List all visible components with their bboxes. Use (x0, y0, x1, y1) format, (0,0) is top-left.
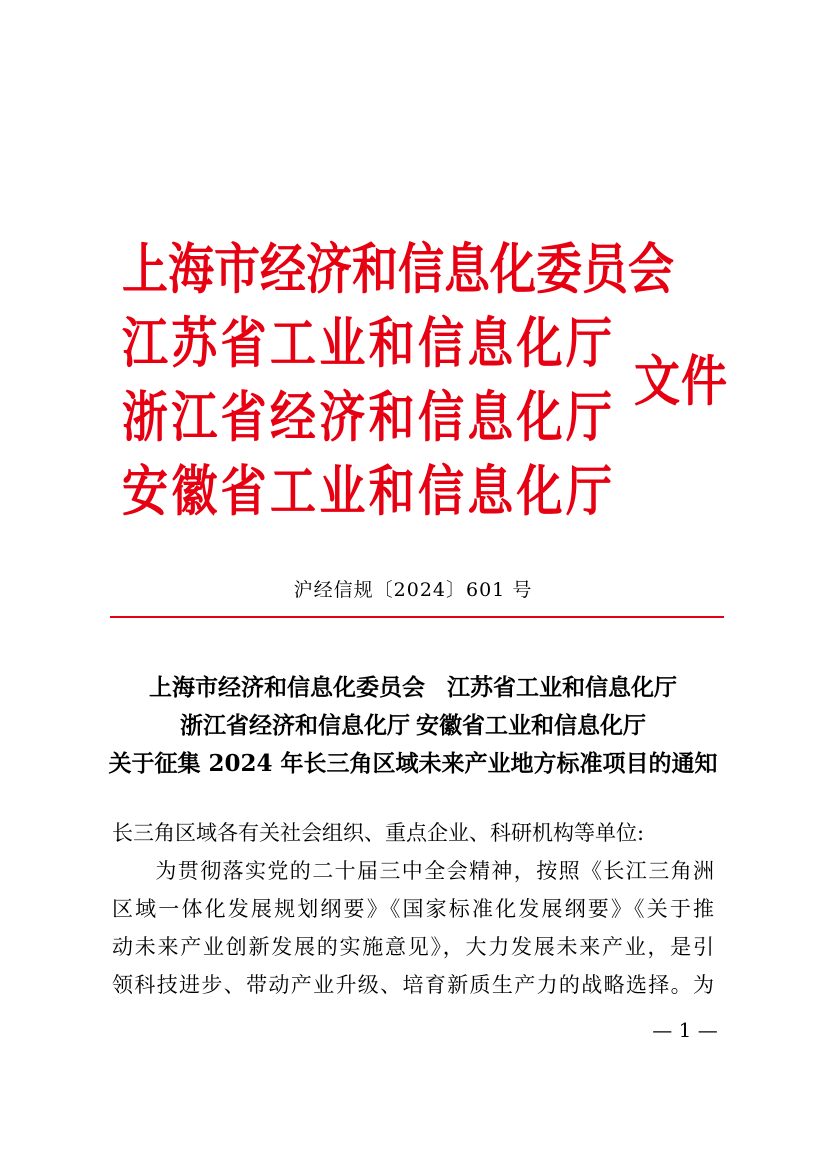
agency-char: 江 (171, 385, 218, 449)
title-line-3: 关于征集 2024 年长三角区域未来产业地方标准项目的通知 (108, 750, 718, 777)
document-number: 沪经信规〔2024〕601 号 (293, 579, 533, 601)
agency-char: 息 (467, 311, 514, 375)
title-agency-zhejiang: 浙江省经济和信息化厅 (180, 712, 410, 739)
paragraph-line-text: 为贯彻落实党的二十届三中全会精神，按照《长江三角洲 (154, 859, 714, 883)
agency-char: 经 (269, 385, 316, 449)
agency-char: 息 (467, 459, 514, 523)
agency-char: 市 (214, 237, 260, 301)
agency-char: 和 (368, 385, 415, 449)
agency-char: 信 (417, 459, 464, 523)
agency-char: 省 (220, 459, 267, 523)
agency-char: 和 (368, 459, 415, 523)
agency-char: 厅 (565, 311, 612, 375)
agency-char: 委 (536, 237, 582, 301)
agency-char: 化 (490, 237, 536, 301)
red-divider-line (110, 616, 724, 618)
agency-char: 业 (319, 459, 366, 523)
document-label: 文件 (634, 349, 728, 413)
agency-char: 工 (269, 311, 316, 375)
title-agency-shanghai: 上海市经济和信息化委员会 (149, 674, 425, 701)
agency-char: 浙 (122, 385, 168, 449)
paragraph-line: 动未来产业创新发展的实施意见》，大力发展未来产业，是引 (112, 935, 714, 959)
agency-char: 信 (398, 237, 444, 301)
agency-char: 苏 (171, 311, 218, 375)
agency-char: 息 (444, 237, 490, 301)
agency-char: 和 (368, 311, 415, 375)
agency-name-zhejiang (122, 386, 612, 448)
agency-name-jiangsu (122, 312, 612, 374)
agency-char: 信 (417, 311, 464, 375)
salutation: 长三角区域各有关社会组织、重点企业、科研机构等单位: (112, 821, 645, 845)
agency-char: 济 (306, 237, 352, 301)
paragraph-line: 区域一体化发展规划纲要》《国家标准化发展纲要》《关于推 (112, 897, 714, 921)
agency-char: 工 (269, 459, 316, 523)
agency-char: 和 (352, 237, 398, 301)
title-agency-jiangsu: 江苏省工业和信息化厅 (447, 674, 677, 701)
agency-char: 江 (122, 311, 168, 375)
agency-char: 厅 (565, 459, 612, 523)
agency-char: 省 (220, 385, 267, 449)
agency-char: 经 (260, 237, 306, 301)
agency-name-shanghai (122, 237, 674, 301)
agency-char: 徽 (171, 459, 218, 523)
agency-char: 安 (122, 459, 168, 523)
agency-char: 化 (516, 385, 563, 449)
agency-char: 省 (220, 311, 267, 375)
agency-char: 海 (168, 237, 214, 301)
agency-char: 员 (582, 237, 628, 301)
agency-char: 化 (516, 459, 563, 523)
title-line-1 (0, 670, 826, 706)
title-agency-anhui: 安徽省工业和信息化厅 (416, 712, 646, 739)
agency-char: 上 (122, 237, 168, 301)
agency-char: 化 (516, 311, 563, 375)
agency-char: 信 (417, 385, 464, 449)
page-number: — 1 — (652, 1018, 718, 1042)
agency-char: 厅 (565, 385, 612, 449)
paragraph-line (112, 853, 714, 889)
title-line-2 (0, 708, 826, 744)
agency-char: 业 (319, 311, 366, 375)
agency-char: 济 (319, 385, 366, 449)
document-header (122, 237, 728, 528)
agency-char: 息 (467, 385, 514, 449)
agency-name-anhui (122, 460, 612, 522)
agency-char: 会 (628, 237, 674, 301)
paragraph-line: 领科技进步、带动产业升级、培育新质生产力的战略选择。为 (112, 973, 714, 997)
